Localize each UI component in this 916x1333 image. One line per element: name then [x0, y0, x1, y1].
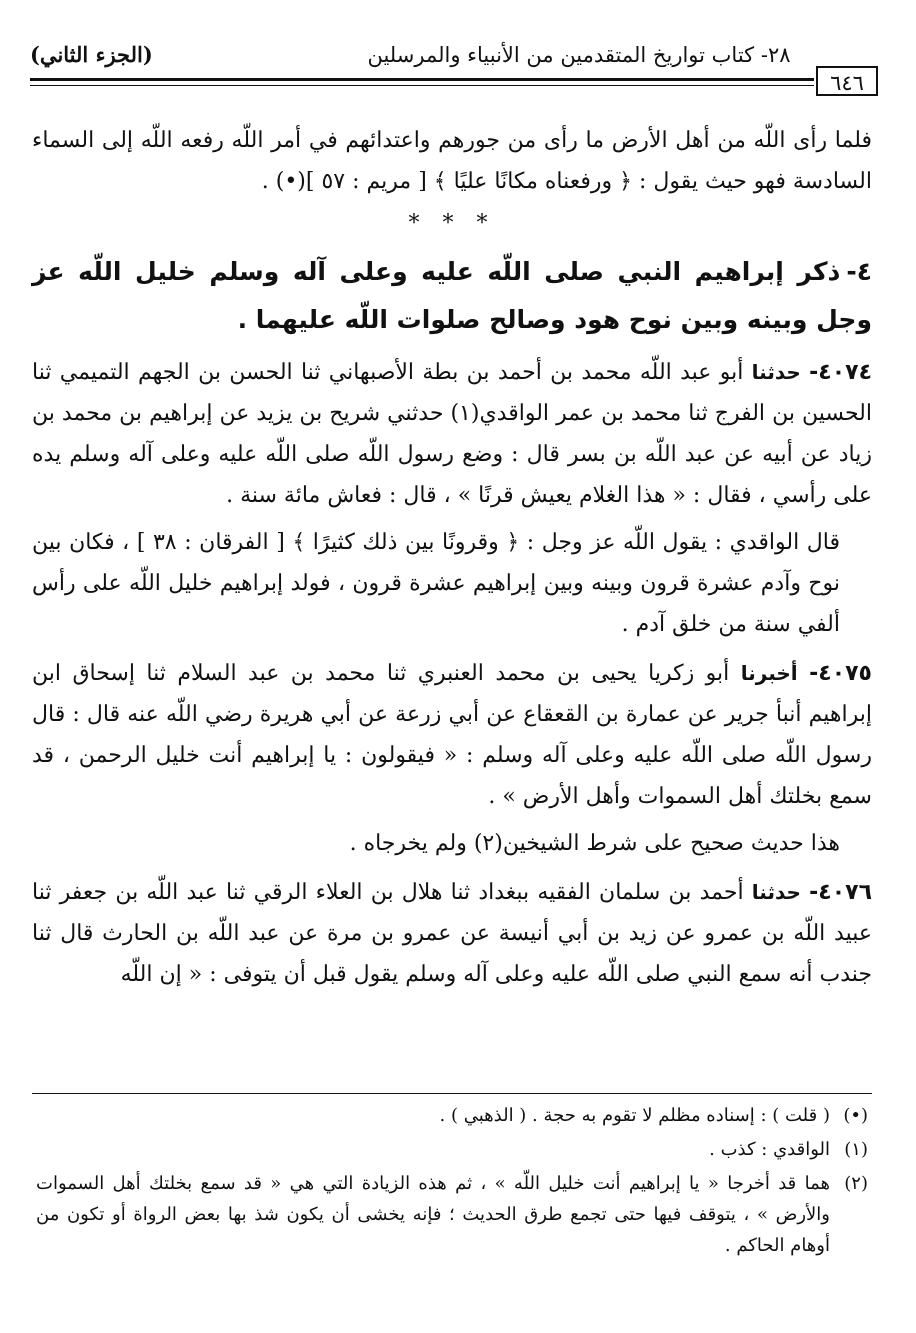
hadith-4074-comment: قال الواقدي : يقول اللّه عز وجل : ﴿ وقرونًا بين ذلك كثيرًا ﴾ [ الفرقان : ٣٨ ] ، فكان بين نوح وآدم عشرة قرون وبينه وبين إبراهيم عشرة قرون ، فولد إبراهيم خليل اللّه على رأس ألفي سنة من خلق آدم . — [32, 530, 840, 637]
hadith-4075-comment: هذا حديث صحيح على شرط الشيخين(٢) ولم يخرجاه . — [349, 831, 840, 856]
hadith-number: ٤٠٧٥- — [809, 661, 872, 686]
footnote-text: الواقدي : كذب . — [709, 1139, 830, 1160]
hadith-4076 — [32, 872, 872, 995]
footnote — [36, 1134, 868, 1165]
hadith-number: ٤٠٧٦- — [809, 880, 873, 905]
header-rule-thin — [30, 85, 814, 86]
running-header — [30, 38, 878, 72]
hadith-label: حدثنا — [751, 360, 801, 384]
footnote-text: ( قلت ) : إسناده مظلم لا تقوم به حجة . ( الذهبي ) . — [439, 1105, 830, 1126]
hadith-label: حدثنا — [751, 880, 801, 904]
main-text — [32, 120, 872, 995]
hadith-number: ٤٠٧٤- — [809, 360, 872, 385]
chapter-title: ٢٨- كتاب تواريخ المتقدمين من الأنبياء والمرسلين — [367, 43, 791, 67]
footnote-marker: (•) — [843, 1105, 868, 1126]
hadith-text: أبو زكريا يحيى بن محمد العنبري ثنا محمد بن عبد السلام ثنا إسحاق ابن إبراهيم أنبأ جرير عن عمارة بن القعقاع عن أبي زرعة عن أبي هريرة رضي اللّه عنه قال : قال رسول اللّه صلى اللّه عليه وعلى آله وسلم : « فيقولون : يا إبراهيم أنت خليل الرحمن ، قد سمع بخلتك أهل السموات وأهل الأرض » . — [32, 661, 872, 809]
footnote-marker: (٢) — [844, 1173, 868, 1194]
footnote-marker: (١) — [844, 1139, 868, 1160]
hadith-text: أحمد بن سلمان الفقيه ببغداد ثنا هلال بن العلاء الرقي ثنا عبد اللّه بن جعفر ثنا عبيد اللّه بن عمرو عن زيد بن أبي أنيسة عن عمرو بن مرة عن عبد اللّه بن الحارث قال ثنا جندب أنه سمع النبي صلى اللّه عليه وعلى آله وسلم يقول قبل أن يتوفى : « إن اللّه — [32, 880, 872, 987]
hadith-text: أبو عبد اللّه محمد بن أحمد بن بطة الأصبهاني ثنا الحسن بن الجهم التميمي ثنا الحسين بن الفرج ثنا محمد بن عمر الواقدي(١) حدثني شريح بن يزيد عن إبراهيم بن محمد بن زياد عن أبيه عن عبد اللّه بن بسر قال : وضع رسول اللّه صلى اللّه عليه وعلى آله وسلم يده على رأسي ، فقال : « هذا الغلام يعيش قرنًا » ، قال : فعاش مائة سنة . — [32, 360, 873, 508]
header-rule — [30, 78, 814, 81]
hadith-4074 — [32, 352, 872, 516]
footnote — [36, 1100, 868, 1131]
hadith-4075 — [32, 653, 872, 817]
footnote — [36, 1168, 868, 1261]
footnote-text: هما قد أخرجا « يا إبراهيم أنت خليل اللّه » ، ثم هذه الزيادة التي هي « قد سمع بخلتك أهل السموات والأرض » ، يتوقف فيها حتى تجمع طرق الحديث ؛ فإنه يخشى أن يكون شذ بها بعض الرواة أو تكون من أوهام الحاكم . — [36, 1173, 830, 1256]
section-heading — [32, 248, 872, 344]
section-separator: * * * — [408, 211, 496, 236]
volume-part: (الجزء الثاني) — [30, 42, 153, 67]
footnotes — [36, 1100, 868, 1264]
section-title: ذكر إبراهيم النبي صلى اللّه عليه وعلى آله وسلم خليل اللّه عز وجل وبينه وبين نوح هود وصالح صلوات اللّه عليهما . — [32, 257, 872, 334]
section-number: ٤- — [846, 257, 872, 286]
hadith-label: أخبرنا — [740, 661, 798, 685]
intro-paragraph: فلما رأى اللّه من أهل الأرض ما رأى من جورهم واعتدائهم في أمر اللّه رفعه اللّه إلى السماء السادسة فهو حيث يقول : ﴿ ورفعناه مكانًا عليًا ﴾ [ مريم : ٥٧ ](•) . — [32, 128, 872, 194]
footnote-rule — [32, 1093, 872, 1094]
page-number: ٦٤٦ — [816, 66, 878, 96]
